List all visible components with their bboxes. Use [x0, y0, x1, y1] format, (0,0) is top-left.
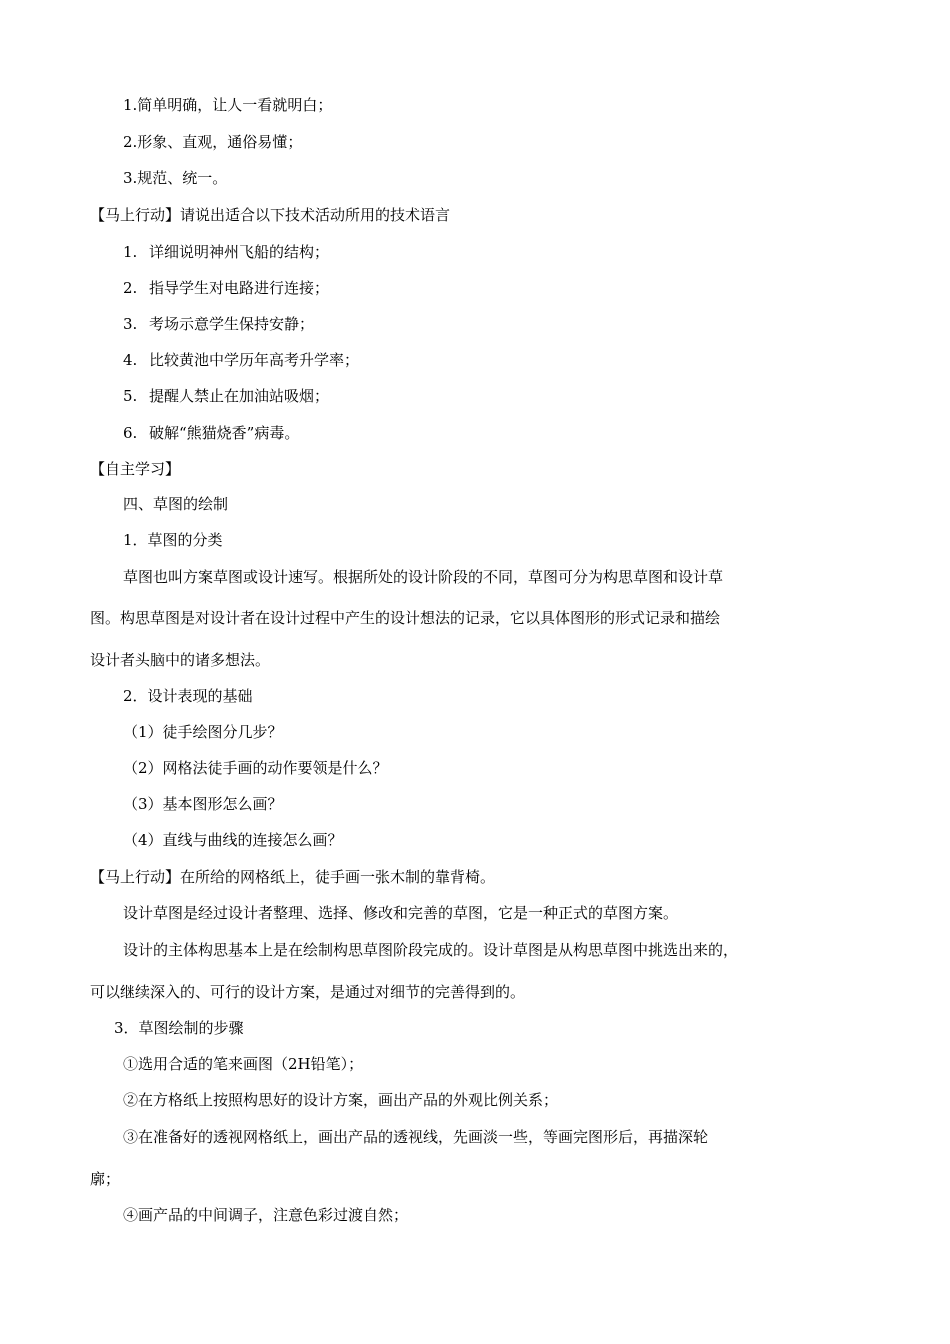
- item-text: 指导学生对电路进行连接；: [149, 279, 330, 297]
- section4-title: 四、草图的绘制: [123, 495, 229, 513]
- item-number: 1.: [123, 243, 138, 261]
- item-text: 考场示意学生保持安静；: [149, 315, 315, 333]
- design-para2-line: 设计的主体构思基本上是在绘制构思草图阶段完成的。设计草图是从构思草图中挑选出来的，: [123, 941, 739, 959]
- sub2-question: （4）直线与曲线的连接怎么画？: [123, 831, 343, 849]
- item-number: 6.: [123, 424, 138, 442]
- sub1-para-line: 图。构思草图是对设计者在设计过程中产生的设计想法的记录，它以具体图形的形式记录和描绘: [90, 609, 721, 627]
- design-para1: 设计草图是经过设计者整理、选择、修改和完善的草图，它是一种正式的草图方案。: [123, 904, 679, 922]
- item-text: 破解“熊猫烧香”病毒。: [149, 424, 300, 442]
- principle-2: 2.形象、直观，通俗易懂；: [123, 133, 303, 151]
- principle-3: 3.规范、统一。: [123, 169, 228, 187]
- action1-item: [123, 423, 299, 443]
- sub2-question: （3）基本图形怎么画？: [123, 795, 283, 813]
- action1-item: [123, 350, 359, 370]
- self-study-heading: 【自主学习】: [90, 460, 181, 478]
- sub1-para-line: 设计者头脑中的诸多想法。: [90, 651, 271, 669]
- action2-heading: 【马上行动】在所给的网格纸上，徒手画一张木制的靠背椅。: [90, 868, 496, 886]
- design-para2-line: 可以继续深入的、可行的设计方案，是通过对细节的完善得到的。: [90, 983, 526, 1001]
- sub3-step-continued: 廓；: [90, 1170, 121, 1188]
- sub2-question: （2）网格法徒手画的动作要领是什么？: [123, 759, 388, 777]
- item-number: 5.: [123, 387, 138, 405]
- action1-item: [123, 314, 314, 334]
- action1-heading: 【马上行动】请说出适合以下技术活动所用的技术语言: [90, 206, 451, 224]
- item-number: 2.: [123, 279, 138, 297]
- sub3-step: ④画产品的中间调子，注意色彩过渡自然；: [123, 1206, 409, 1224]
- sub3-title: 3．草图绘制的步骤: [114, 1019, 244, 1037]
- action1-item: [123, 242, 329, 262]
- sub2-question: （1）徒手绘图分几步？: [123, 723, 283, 741]
- action1-item: [123, 278, 329, 298]
- sub2-title: 2．设计表现的基础: [123, 687, 253, 705]
- item-text: 详细说明神州飞船的结构；: [149, 243, 330, 261]
- sub1-para-line: 草图也叫方案草图或设计速写。根据所处的设计阶段的不同，草图可分为构思草图和设计草: [123, 568, 724, 586]
- item-text: 提醒人禁止在加油站吸烟；: [149, 387, 330, 405]
- sub3-step: ②在方格纸上按照构思好的设计方案，画出产品的外观比例关系；: [123, 1091, 559, 1109]
- item-text: 比较黄池中学历年高考升学率；: [149, 351, 360, 369]
- sub3-step: ①选用合适的笔来画图（2H铅笔）；: [123, 1055, 364, 1073]
- action1-item: [123, 386, 329, 406]
- item-number: 4.: [123, 351, 138, 369]
- sub3-step: ③在准备好的透视网格纸上，画出产品的透视线，先画淡一些，等画完图形后，再描深轮: [123, 1128, 709, 1146]
- principle-1: 1.简单明确，让人一看就明白；: [123, 96, 333, 114]
- item-number: 3.: [123, 315, 138, 333]
- sub1-title: 1．草图的分类: [123, 531, 223, 549]
